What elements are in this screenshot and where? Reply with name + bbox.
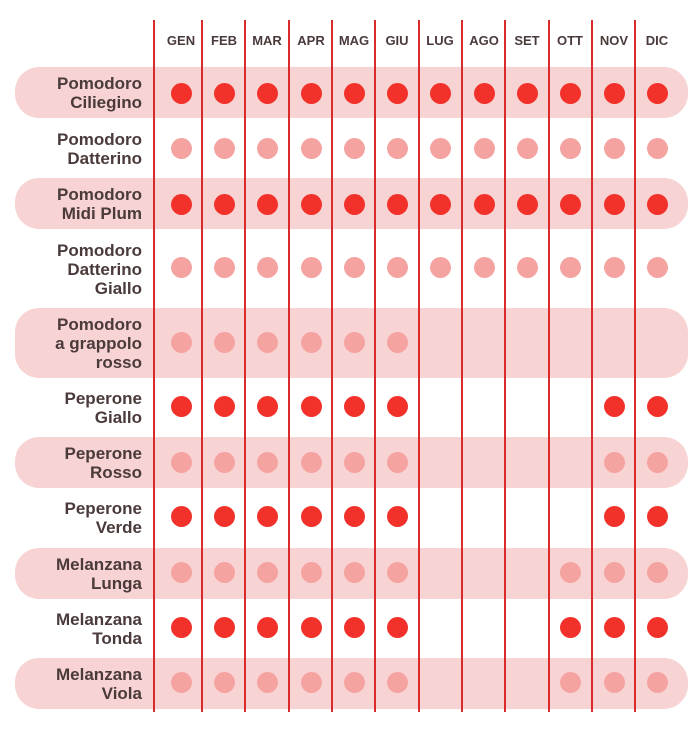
availability-dot-light bbox=[647, 138, 668, 159]
column-divider bbox=[548, 20, 550, 712]
availability-dot-light bbox=[301, 138, 322, 159]
availability-dot-light bbox=[214, 452, 235, 473]
availability-dot-light bbox=[257, 332, 278, 353]
month-header: FEB bbox=[211, 33, 237, 48]
availability-dot-light bbox=[214, 138, 235, 159]
availability-dot-light bbox=[257, 562, 278, 583]
availability-dot-full bbox=[214, 83, 235, 104]
availability-dot-full bbox=[301, 194, 322, 215]
product-label: Pomodoro a grappolo rosso bbox=[55, 314, 142, 372]
month-header: APR bbox=[297, 33, 325, 48]
availability-dot-light bbox=[171, 332, 192, 353]
month-header: GIU bbox=[385, 33, 409, 48]
availability-dot-light bbox=[344, 562, 365, 583]
availability-dot-full bbox=[647, 396, 668, 417]
availability-dot-light bbox=[387, 672, 408, 693]
availability-dot-full bbox=[517, 194, 538, 215]
product-label: Pomodoro Datterino bbox=[57, 129, 142, 168]
availability-dot-light bbox=[344, 332, 365, 353]
column-divider bbox=[374, 20, 376, 712]
availability-dot-full bbox=[257, 506, 278, 527]
availability-dot-full bbox=[214, 617, 235, 638]
availability-dot-full bbox=[257, 83, 278, 104]
availability-dot-full bbox=[604, 506, 625, 527]
availability-dot-light bbox=[301, 452, 322, 473]
availability-dot-light bbox=[257, 452, 278, 473]
availability-dot-full bbox=[171, 396, 192, 417]
month-header: GEN bbox=[166, 33, 196, 48]
availability-dot-full bbox=[560, 83, 581, 104]
availability-dot-full bbox=[387, 396, 408, 417]
availability-dot-full bbox=[301, 83, 322, 104]
availability-dot-light bbox=[647, 562, 668, 583]
availability-dot-light bbox=[604, 257, 625, 278]
product-label: Pomodoro Datterino Giallo bbox=[57, 240, 142, 298]
availability-dot-full bbox=[647, 506, 668, 527]
availability-dot-light bbox=[171, 562, 192, 583]
availability-dot-light bbox=[171, 138, 192, 159]
availability-dot-full bbox=[214, 506, 235, 527]
availability-dot-light bbox=[430, 257, 451, 278]
product-label: Peperone Verde bbox=[64, 498, 142, 537]
availability-dot-full bbox=[387, 83, 408, 104]
availability-dot-light bbox=[604, 452, 625, 473]
availability-dot-light bbox=[214, 562, 235, 583]
column-divider bbox=[634, 20, 636, 712]
availability-dot-light bbox=[171, 257, 192, 278]
month-header: OTT bbox=[557, 33, 583, 48]
product-label: Pomodoro Midi Plum bbox=[57, 184, 142, 223]
month-header: NOV bbox=[599, 33, 629, 48]
availability-dot-light bbox=[257, 138, 278, 159]
availability-dot-light bbox=[301, 562, 322, 583]
availability-dot-full bbox=[344, 83, 365, 104]
month-header: SET bbox=[514, 33, 540, 48]
availability-dot-light bbox=[647, 257, 668, 278]
availability-dot-light bbox=[474, 138, 495, 159]
availability-dot-full bbox=[301, 506, 322, 527]
availability-dot-full bbox=[344, 194, 365, 215]
availability-dot-full bbox=[387, 617, 408, 638]
month-header: MAG bbox=[338, 33, 370, 48]
availability-dot-light bbox=[344, 138, 365, 159]
availability-dot-full bbox=[560, 617, 581, 638]
availability-dot-full bbox=[301, 396, 322, 417]
availability-dot-light bbox=[430, 138, 451, 159]
availability-dot-light bbox=[387, 257, 408, 278]
availability-dot-full bbox=[214, 194, 235, 215]
availability-dot-full bbox=[171, 506, 192, 527]
availability-dot-light bbox=[560, 562, 581, 583]
month-header: LUG bbox=[426, 33, 454, 48]
availability-dot-full bbox=[257, 194, 278, 215]
availability-dot-full bbox=[604, 396, 625, 417]
availability-dot-full bbox=[647, 617, 668, 638]
availability-dot-full bbox=[344, 506, 365, 527]
availability-dot-full bbox=[604, 83, 625, 104]
column-divider bbox=[201, 20, 203, 712]
month-header: MAR bbox=[252, 33, 282, 48]
product-label: Melanzana Tonda bbox=[56, 609, 142, 648]
availability-dot-light bbox=[301, 332, 322, 353]
availability-dot-full bbox=[430, 194, 451, 215]
column-divider bbox=[244, 20, 246, 712]
availability-dot-full bbox=[604, 194, 625, 215]
month-header: DIC bbox=[645, 33, 669, 48]
column-divider bbox=[331, 20, 333, 712]
column-divider bbox=[591, 20, 593, 712]
availability-dot-light bbox=[604, 138, 625, 159]
product-label: Peperone Giallo bbox=[64, 388, 142, 427]
product-label: Melanzana Viola bbox=[56, 664, 142, 703]
availability-dot-full bbox=[344, 617, 365, 638]
availability-dot-light bbox=[647, 452, 668, 473]
product-label: Pomodoro Ciliegino bbox=[57, 73, 142, 112]
availability-dot-full bbox=[560, 194, 581, 215]
column-divider bbox=[418, 20, 420, 712]
availability-dot-light bbox=[214, 332, 235, 353]
column-divider bbox=[288, 20, 290, 712]
availability-dot-light bbox=[301, 257, 322, 278]
availability-dot-light bbox=[560, 138, 581, 159]
availability-dot-full bbox=[387, 506, 408, 527]
product-label: Melanzana Lunga bbox=[56, 554, 142, 593]
availability-dot-light bbox=[387, 138, 408, 159]
availability-dot-light bbox=[214, 672, 235, 693]
availability-dot-full bbox=[387, 194, 408, 215]
availability-dot-light bbox=[171, 452, 192, 473]
availability-dot-full bbox=[257, 617, 278, 638]
column-divider bbox=[153, 20, 155, 712]
availability-dot-full bbox=[647, 83, 668, 104]
availability-dot-light bbox=[387, 452, 408, 473]
availability-dot-light bbox=[517, 138, 538, 159]
availability-dot-full bbox=[474, 83, 495, 104]
availability-dot-light bbox=[214, 257, 235, 278]
availability-dot-light bbox=[604, 562, 625, 583]
availability-dot-full bbox=[604, 617, 625, 638]
availability-dot-light bbox=[474, 257, 495, 278]
availability-dot-full bbox=[647, 194, 668, 215]
month-header: AGO bbox=[469, 33, 499, 48]
availability-dot-full bbox=[474, 194, 495, 215]
availability-dot-full bbox=[517, 83, 538, 104]
availability-dot-full bbox=[257, 396, 278, 417]
availability-dot-light bbox=[647, 672, 668, 693]
availability-dot-light bbox=[604, 672, 625, 693]
availability-dot-light bbox=[344, 257, 365, 278]
availability-dot-full bbox=[171, 617, 192, 638]
product-label: Peperone Rosso bbox=[64, 443, 142, 482]
availability-dot-light bbox=[344, 672, 365, 693]
availability-dot-light bbox=[517, 257, 538, 278]
availability-dot-light bbox=[387, 332, 408, 353]
availability-dot-full bbox=[171, 83, 192, 104]
column-divider bbox=[504, 20, 506, 712]
availability-dot-full bbox=[214, 396, 235, 417]
availability-dot-full bbox=[171, 194, 192, 215]
availability-dot-full bbox=[301, 617, 322, 638]
availability-dot-light bbox=[257, 672, 278, 693]
availability-dot-light bbox=[301, 672, 322, 693]
availability-dot-light bbox=[560, 257, 581, 278]
availability-dot-light bbox=[257, 257, 278, 278]
availability-dot-light bbox=[344, 452, 365, 473]
availability-dot-full bbox=[430, 83, 451, 104]
availability-dot-light bbox=[171, 672, 192, 693]
availability-dot-light bbox=[560, 672, 581, 693]
column-divider bbox=[461, 20, 463, 712]
availability-dot-full bbox=[344, 396, 365, 417]
availability-dot-light bbox=[387, 562, 408, 583]
